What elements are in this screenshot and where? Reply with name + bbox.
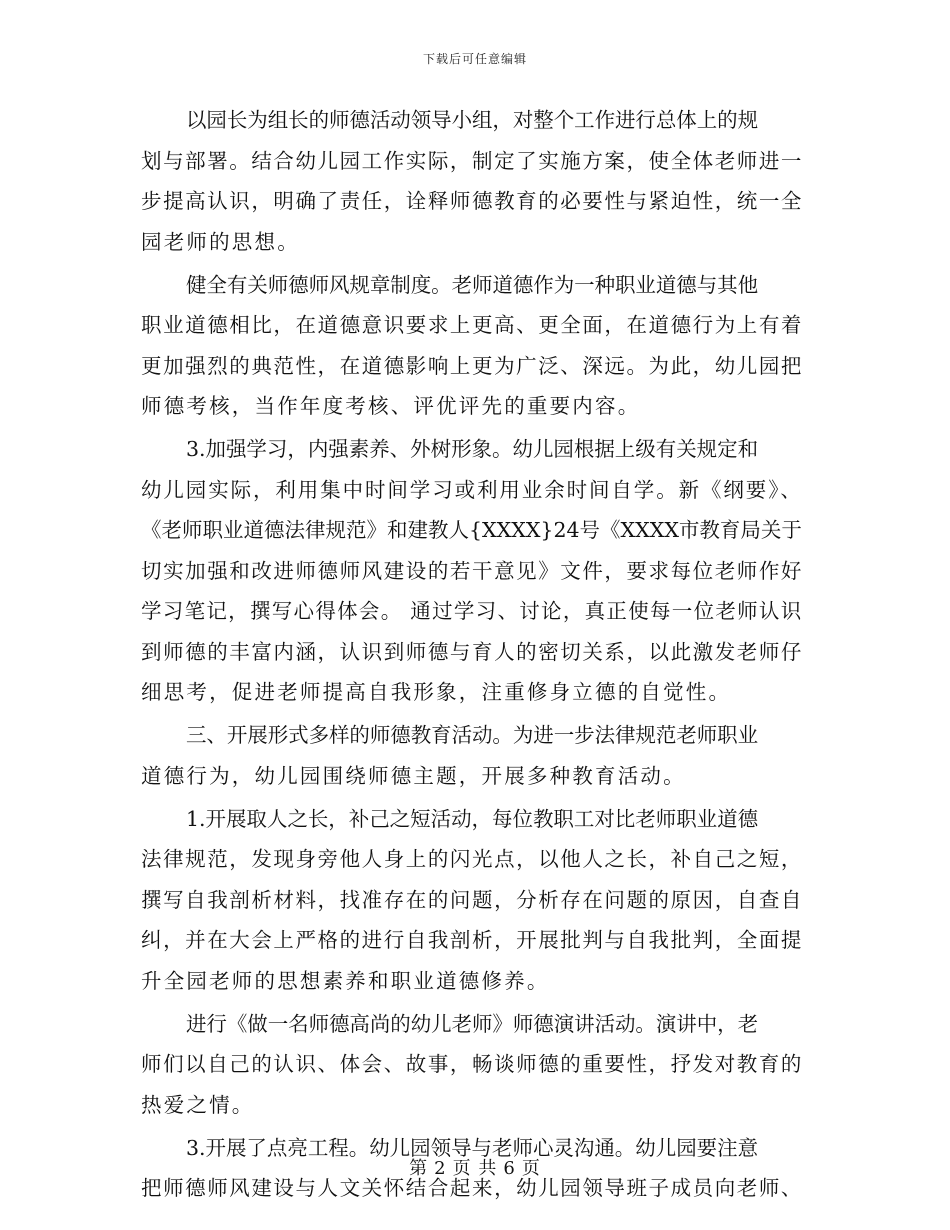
text-line: 职业道德相比，在道德意识要求上更高、更全面，在道德行为上有着 <box>141 313 803 337</box>
paragraph <box>141 1004 809 1126</box>
paragraph <box>141 265 809 427</box>
paragraph <box>141 715 809 796</box>
text-line: 把师德师风建设与人文关怀结合起来，幼儿园领导班子成员向老师、 <box>141 1176 803 1200</box>
text-line: 道德行为，幼儿园围绕师德主题，开展多种教育活动。 <box>141 763 686 788</box>
text-line: 三、开展形式多样的师德教育活动。为进一步法律规范老师职业 <box>186 723 758 747</box>
text-line: 幼儿园实际，利用集中时间学习或利用业余时间自学。新《纲要》、 <box>141 477 803 502</box>
document-body <box>141 100 809 1211</box>
footer-suffix: 页 <box>521 1158 541 1179</box>
page-total: 6 <box>503 1158 516 1179</box>
footer-middle: 页 共 <box>452 1158 498 1179</box>
text-line: 学习笔记，撰写心得体会。 通过学习、讨论，真正使每一位老师认识 <box>141 599 803 623</box>
paragraph <box>141 100 809 262</box>
text-line: 健全有关师德师风规章制度。老师道德作为一种职业道德与其他 <box>186 272 758 297</box>
text-line: 园老师的思想。 <box>141 229 300 254</box>
text-line: 3.开展了点亮工程。幼儿园领导与老师心灵沟通。幼儿园要注意 <box>186 1135 759 1160</box>
text-line: 步提高认识，明确了责任，诠释师德教育的必要性与紧迫性，统一全 <box>141 189 803 213</box>
text-line: 更加强烈的典范性，在道德影响上更为广泛、深远。为此，幼儿园把 <box>141 353 803 378</box>
page-footer <box>0 1154 950 1180</box>
text-line: 划与部署。结合幼儿园工作实际，制定了实施方案，使全体老师进一 <box>141 148 803 173</box>
text-line: 师们以自己的认识、体会、故事，畅谈师德的重要性，抒发对教育的 <box>141 1052 803 1076</box>
text-line: 升全园老师的思想素养和职业道德修养。 <box>141 968 550 993</box>
text-line: 3.加强学习，内强素养、外树形象。幼儿园根据上级有关规定和 <box>186 437 759 461</box>
text-line: 以园长为组长的师德活动领导小组，对整个工作进行总体上的规 <box>186 108 758 132</box>
page-header: 下载后可任意编辑 <box>422 52 527 66</box>
text-line: 切实加强和改进师德师风建设的若干意见》文件，要求每位老师作好 <box>141 558 803 583</box>
page-number: 2 <box>434 1158 447 1179</box>
text-line: 1.开展取人之长，补己之短活动，每位教职工对比老师职业道德 <box>186 806 759 831</box>
text-line: 法律规范，发现身旁他人身上的闪光点，以他人之长，补自己之短， <box>141 847 803 871</box>
text-line: 细思考，促进老师提高自我形象，注重修身立德的自觉性。 <box>141 680 732 704</box>
footer-prefix: 第 <box>409 1158 429 1179</box>
text-line: 撰写自我剖析材料，找准存在的问题，分析存在问题的原因，自查自 <box>141 887 803 912</box>
paragraph <box>141 429 809 713</box>
paragraph <box>141 799 809 1002</box>
text-line: 师德考核，当作年度考核、评优评先的重要内容。 <box>141 394 641 418</box>
text-line: 热爱之情。 <box>141 1092 255 1117</box>
text-line: 纠，并在大会上严格的进行自我剖析，开展批判与自我批判，全面提 <box>141 928 803 952</box>
text-line: 《老师职业道德法律规范》和建教人{XXXX}24号《XXXX市教育局关于 <box>141 518 802 542</box>
text-line: 进行《做一名师德高尚的幼儿老师》师德演讲活动。演讲中，老 <box>186 1011 758 1036</box>
text-line: 到师德的丰富内涵，认识到师德与育人的密切关系，以此激发老师仔 <box>141 639 803 664</box>
